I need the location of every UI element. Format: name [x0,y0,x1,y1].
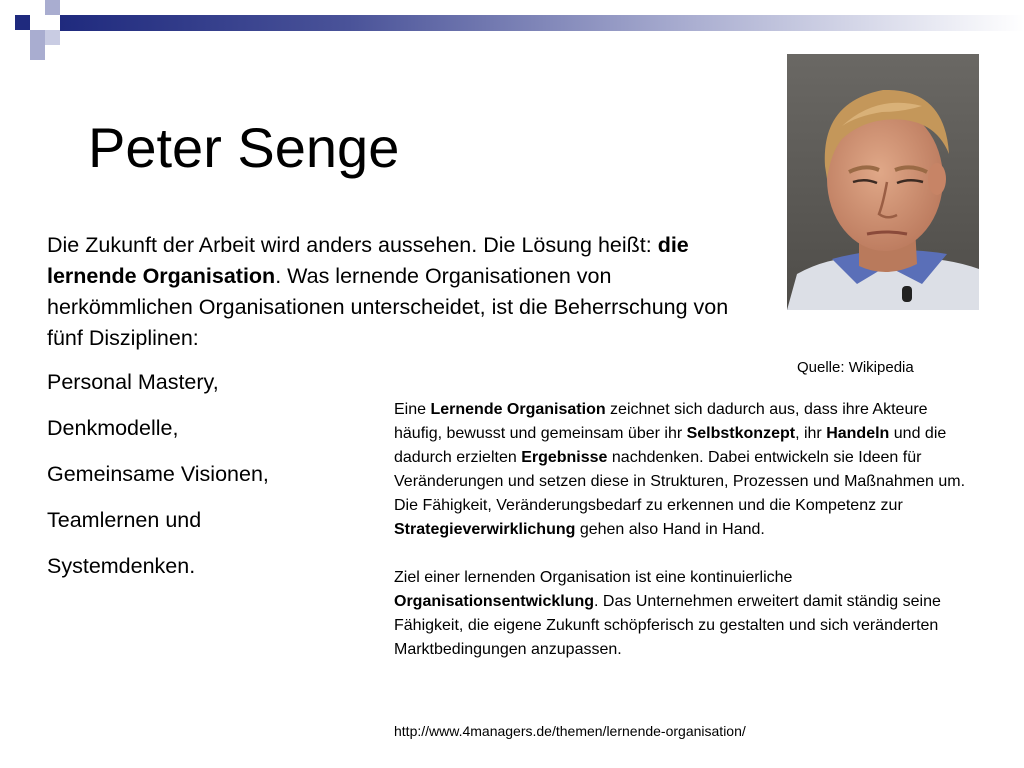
quote-keyword: Organisationsentwicklung [394,593,595,610]
disciplines-list [47,367,269,597]
discipline-item: Personal Mastery, [47,370,219,394]
deco-square [45,30,60,45]
intro-text: . Was lernende Organisationen von herkömmlichen Organisationen unterscheidet, ist die Beherrschung von fünf Disziplinen: [47,264,729,350]
quote-keyword: Strategieverwirklichung [394,521,576,538]
quote-paragraph [394,566,974,662]
intro-paragraph [47,230,737,354]
quote-text: zeichnet sich dadurch aus, dass ihre Akteure häufig, bewusst und gemeinsam über ihr [394,401,928,442]
deco-square [0,0,15,15]
quote-text: gehen also Hand in Hand. [575,521,765,538]
quote-text: Eine [394,401,431,418]
quote-text: Ziel einer lernenden Organisation ist eine kontinuierliche [394,569,793,586]
quote-text: , ihr [795,425,827,442]
intro-text: Die Zukunft der Arbeit wird anders aussehen. Die Lösung heißt: [47,233,658,257]
deco-square [30,45,45,60]
source-link[interactable]: http://www.4managers.de/themen/lernende-organisation/ [394,723,746,739]
deco-square [30,30,45,45]
discipline-item: Denkmodelle, [47,416,179,440]
intro-emphasis: die lernende Organisation [47,233,689,288]
portrait-photo [787,54,979,310]
discipline-item: Gemeinsame Visionen, [47,462,269,486]
quote-text: nachdenken. Dabei entwickeln sie Ideen für Veränderungen und setzen diese in Strukturen, Prozessen und Maßnahmen um. Die Fähigkeit, Veränderungsbedarf zu erkennen und die Kompetenz zur [394,449,966,514]
quote-paragraph [394,398,974,542]
deco-square [15,15,30,30]
photo-credit: Quelle: Wikipedia [797,359,914,376]
quote-keyword: Ergebnisse [521,449,608,466]
deco-square [45,0,60,15]
quote-text: . Das Unternehmen erweitert damit ständig seine Fähigkeit, die eigene Zukunft schöpferisch zu gestalten und sich veränderten Marktbedingungen anzupassen. [394,593,941,658]
slide-title: Peter Senge [88,116,400,179]
discipline-item: Teamlernen und [47,508,202,532]
quote-keyword: Handeln [826,425,890,442]
header-gradient-bar [60,15,1024,31]
quote-keyword: Lernende Organisation [430,401,606,418]
quote-text: und die dadurch erzielten [394,425,947,466]
definition-quote [394,398,974,662]
quote-keyword: Selbstkonzept [686,425,796,442]
discipline-item: Systemdenken. [47,554,196,578]
